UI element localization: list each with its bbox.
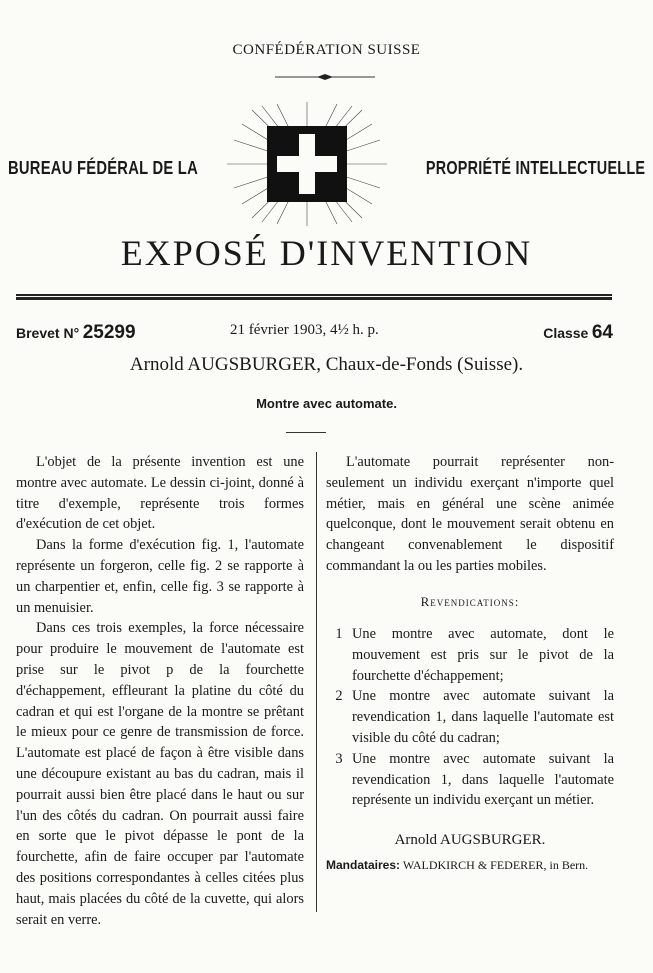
claim-number: 1 <box>335 626 343 642</box>
claim-item <box>326 749 614 811</box>
confederation-heading: CONFÉDÉRATION SUISSE <box>232 42 421 58</box>
classe-label: Classe <box>543 325 589 341</box>
column-divider <box>316 452 317 912</box>
signature: Arnold AUGSBURGER. <box>394 832 546 848</box>
claim-number: 2 <box>335 688 343 705</box>
paragraph: L'objet de la présente invention est une montre avec automate. Le dessin ci-joint, donné à titre d'exemple, représente trois formes d'exécution de cet objet. <box>16 454 304 533</box>
mandataires-text: WALDKIRCH & FEDERER, in Bern. <box>402 858 589 872</box>
claim-text: Une montre avec automate suivant la revendication 1, dans laquelle l'automate représente un individu exerçant un métier. <box>352 750 614 809</box>
paragraph: L'automate pourrait représenter non-seulement un individu exerçant n'importe quel métier, mais en général une scène animée quelconque, dont le mouvement serait obtenu en changeant convenablement le dispositif commandant la ou les parties mobiles. <box>326 454 614 574</box>
brevet-label: Brevet N° <box>16 325 80 341</box>
document-type-title: EXPOSÉ D'INVENTION <box>120 233 533 273</box>
claims-list <box>326 624 614 811</box>
mandataires-label: Mandataires: <box>326 858 401 872</box>
bureau-left-text: BUREAU FÉDÉRAL DE LA <box>8 158 198 178</box>
title-rule <box>286 432 326 433</box>
classe-number <box>543 322 613 344</box>
claim-number: 3 <box>335 750 343 767</box>
inventor-line: Arnold AUGSBURGER, Chaux-de-Fonds (Suisse). <box>129 354 524 375</box>
classe-number-value: 64 <box>591 322 613 343</box>
left-column <box>16 452 304 930</box>
invention-title: Montre avec automate. <box>256 396 397 411</box>
ornament-divider <box>275 74 375 80</box>
paragraph: Dans la forme d'exécution fig. 1, l'automate représente un forgeron, celle fig. 2 se rapporte à un charpentier et, enfin, celle fig. 3 se rapporte à un menuisier. <box>16 537 304 616</box>
brevet-number <box>16 322 136 344</box>
right-column <box>326 452 614 577</box>
swiss-cross-emblem <box>222 100 392 228</box>
mandataires-line <box>326 858 626 873</box>
double-rule-top <box>16 294 612 296</box>
filing-date: 21 février 1903, 4½ h. p. <box>230 322 379 338</box>
claim-text: Une montre avec automate, dont le mouvement est pris sur le pivot de la fourchette d'échappement; <box>352 626 614 684</box>
claim-text: Une montre avec automate suivant la revendication 1, dans laquelle l'automate est visible du côté du cadran; <box>352 688 614 746</box>
claim-item <box>326 686 614 748</box>
brevet-number-value: 25299 <box>82 322 136 343</box>
claim-item <box>326 624 614 686</box>
double-rule-bottom <box>16 297 612 300</box>
paragraph: Dans ces trois exemples, la force nécessaire pour produire le mouvement de l'automate est prise sur le pivot p de la fourchette d'échappement, effleurant la platine du côté du cadran et qui est l'organe de la montre se prêtant le mieux pour ce genre de transmission de force. L'automate est placé de façon à être visible dans une découpure existant au bas du cadran, mais il pourrait aussi bien être placé dans le haut ou sur l'un des côtés du cadran. On pourrait aussi faire en sorte que le pivot dépasse le pont de la fourchette, afin de faire occuper par l'automate des positions correspondantes à celles citées plus haut, mais placées du côté de la cuvette, qui alors serait en verre. <box>16 620 304 928</box>
revendications-heading: Revendications: <box>420 594 520 609</box>
bureau-right-text: PROPRIÉTÉ INTELLECTUELLE <box>425 158 645 178</box>
